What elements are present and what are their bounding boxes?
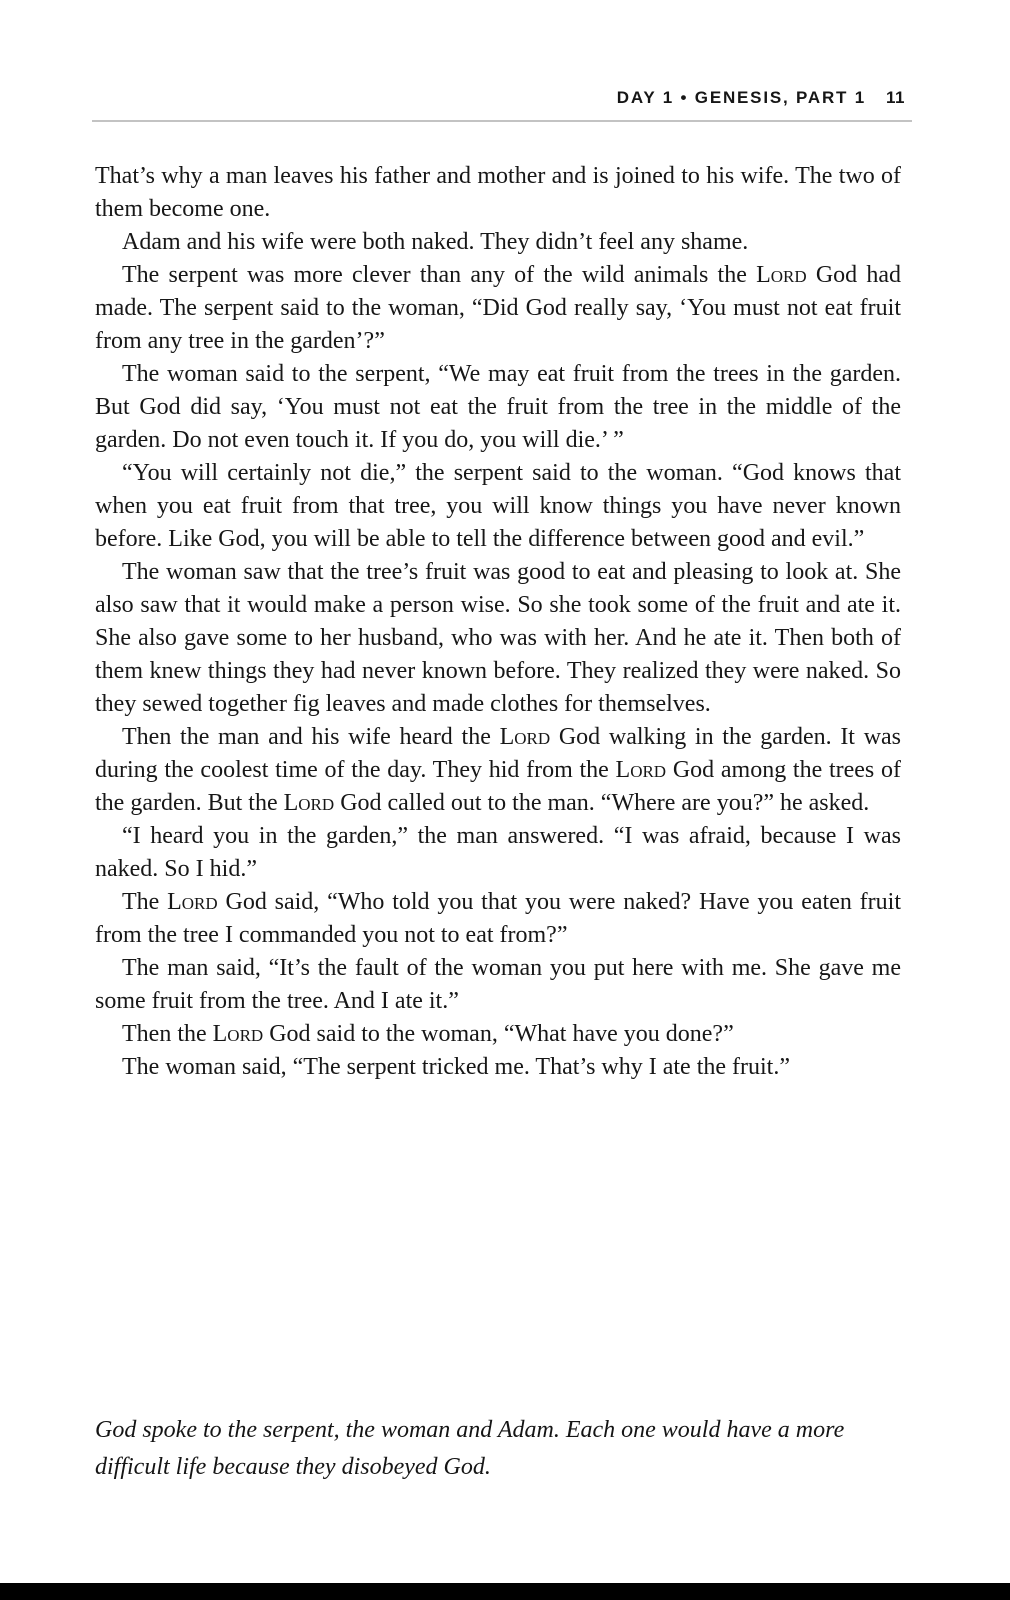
commentary-paragraph: God spoke to the serpent, the woman and Adam. Each one would have a more difficult life because they disobeyed God.	[95, 1417, 845, 1480]
paragraph: The serpent was more clever than any of the wild animals the Lord God had made. The serpent said to the woman, “Did God really say, ‘You must not eat fruit from any tree in the garden’?”	[95, 262, 902, 354]
paragraph: The Lord God said, “Who told you that you were naked? Have you eaten fruit from the tree I commanded you not to eat from?”	[95, 889, 901, 948]
paragraph: “I heard you in the garden,” the man answered. “I was afraid, because I was naked. So I hid.”	[95, 823, 901, 882]
page-header	[95, 88, 905, 108]
scan-artifact-bar	[0, 1583, 1010, 1600]
paragraph: The woman saw that the tree’s fruit was good to eat and pleasing to look at. She also saw that it would make a person wise. So she took some of the fruit and ate it. She also gave some to her husband, who was with her. And he ate it. Then both of them knew things they had never known before. They realized they were naked. So they sewed together fig leaves and made clothes for themselves.	[95, 559, 901, 717]
running-title: DAY 1 • GENESIS, PART 1	[616, 88, 867, 107]
paragraph: Adam and his wife were both naked. They didn’t feel any shame.	[122, 229, 749, 255]
paragraph: The man said, “It’s the fault of the woman you put here with me. She gave me some fruit from the tree. And I ate it.”	[95, 955, 901, 1014]
header-rule	[92, 120, 912, 122]
paragraph: The woman said to the serpent, “We may eat fruit from the trees in the garden. But God did say, ‘You must not eat the fruit from the tree in the middle of the garden. Do not even touch it. If you do, you will die.’ ”	[95, 361, 901, 453]
page-number: 11	[886, 88, 905, 107]
text-block	[95, 160, 901, 1084]
paragraph: Then the Lord God said to the woman, “What have you done?”	[122, 1021, 734, 1047]
paragraph: That’s why a man leaves his father and mother and is joined to his wife. The two of them become one.	[95, 163, 901, 222]
paragraph: Then the man and his wife heard the Lord God walking in the garden. It was during the coolest time of the day. They hid from the Lord God among the trees of the garden. But the Lord God called out to the man. “Where are you?” he asked.	[95, 724, 902, 816]
paragraph: “You will certainly not die,” the serpent said to the woman. “God knows that when you eat fruit from that tree, you will know things you have never known before. Like God, you will be able to tell the difference between good and evil.”	[95, 460, 901, 552]
paragraph: The woman said, “The serpent tricked me. That’s why I ate the fruit.”	[122, 1054, 790, 1080]
